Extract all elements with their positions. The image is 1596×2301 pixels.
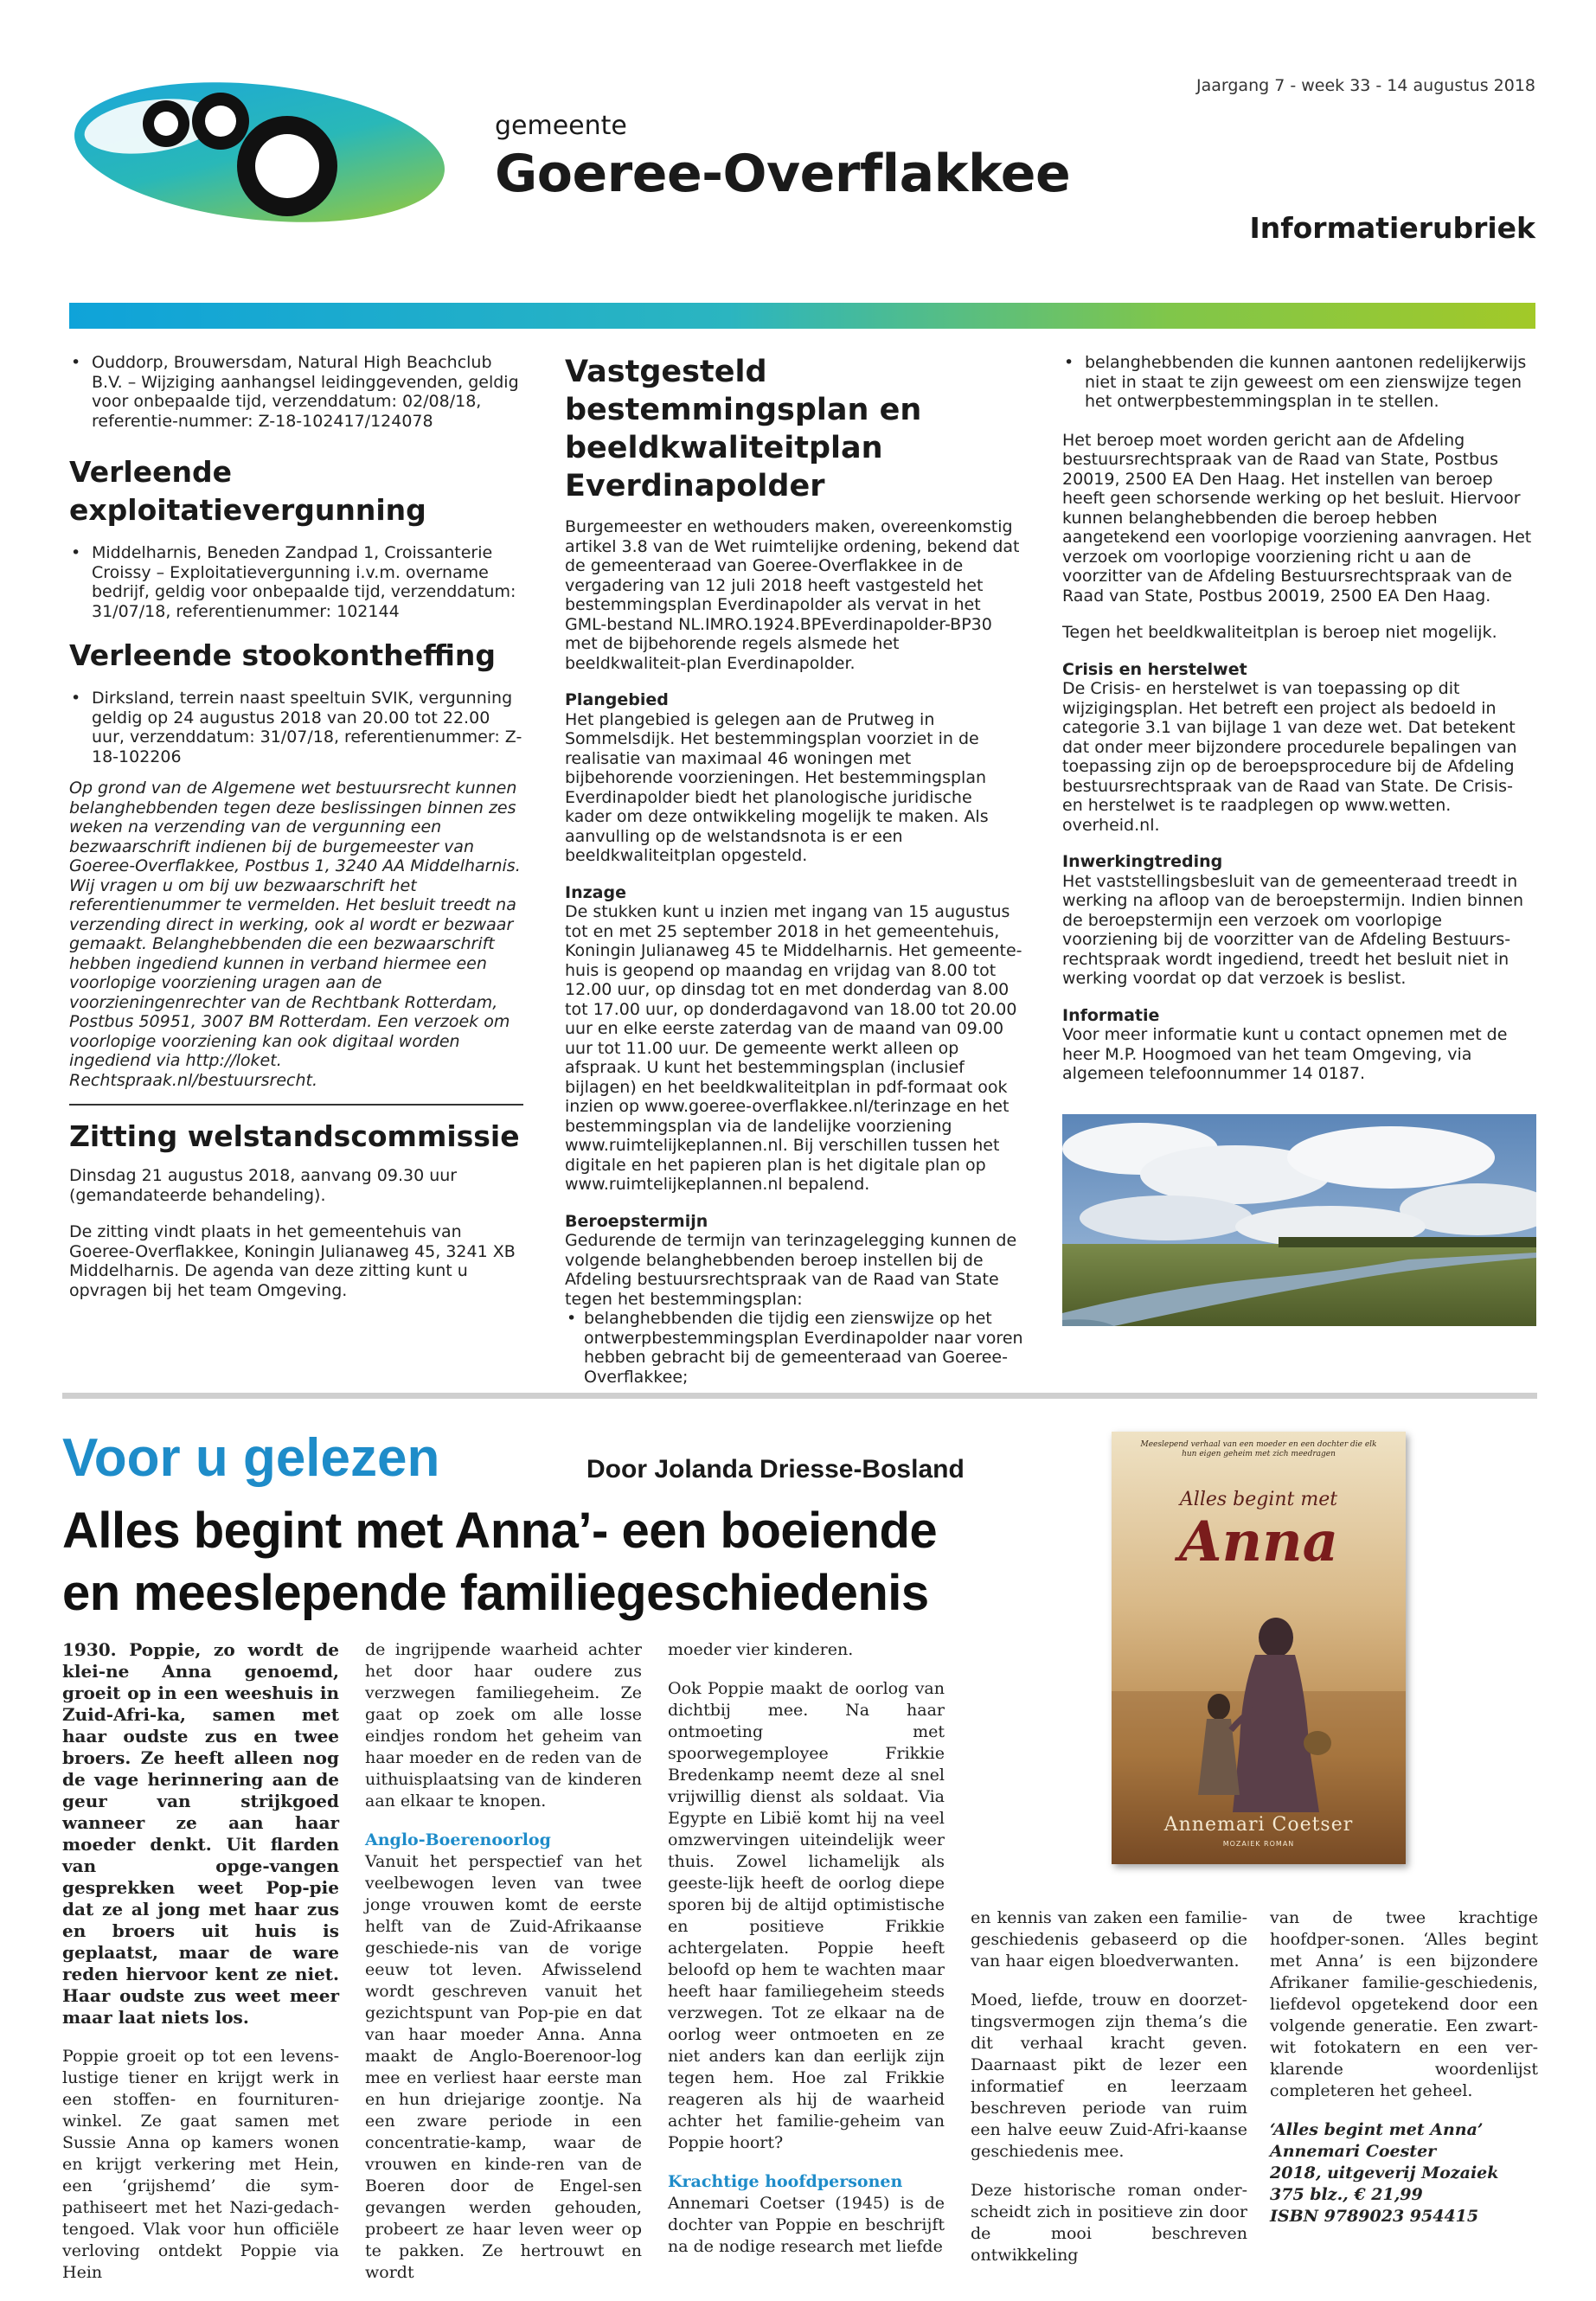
paragraph: Het plangebied is gelegen aan de Prutweg in Sommelsdijk. Het bestemmingsplan voorziet in de realisatie van maximaal 46 woningen met bijbehorende voorzieningen. Het bestemmingsplan Everdinapolder biedt het planologische juridische kader om deze ontwikkeling mogelijk te maken. Als aanvulling op de welstandsnota is er een beeldkwaliteitplan opgesteld. <box>565 709 989 865</box>
paragraph: Moed, liefde, trouw en doorzet-tingsvermogen zijn thema’s die dit verhaal kracht geven. Daarnaast pikt de lezer een informatief en leerzaam beschreven periode van ruim een halve eeuw Zuid-Afri-kaanse geschiedenis mee. <box>971 1990 1247 2161</box>
paragraph: Vanuit het perspectief van het veelbewogen leven van twee jonge vrouwen komt de eerste helft van de Zuid-Afrikaanse geschiede-nis van de vorige eeuw tot leven. Afwisselend wordt geschreven vanuit het gezichtspunt van Pop-pie en dat van haar moeder Anna. Anna maakt de Anglo-Boerenoor-log mee en verliest haar eerste man en hun driejarige zoontje. Na een zware periode in een concentratie-kamp, waar de vrouwen en kinde-ren van de Boeren door de Engel-sen gevangen werden gehouden, probeert ze haar leven weer op te pakken. Ze hertrouwt en wordt <box>365 1852 642 2282</box>
gradient-header-bar <box>69 303 1535 329</box>
paragraph: Het vaststellingsbesluit van de gemeenteraad treedt in werking na afloop van de beroepstermijn. Indien binnen de beroepstermijn een verzoek om voorlopige voorziening bij de voorzitter van de Afdeling Bestuurs-rechtspraak wordt ingediend, treedt het besluit niet in werking voordat op dat verzoek is beslist. <box>1062 871 1524 988</box>
section-title: Informatierubriek <box>1249 211 1535 245</box>
column-2 <box>565 353 1023 1399</box>
subheading: Plangebied <box>565 690 669 709</box>
credit-price: 375 blz., € 21,99 <box>1270 2185 1423 2204</box>
review-subheading: Anglo-Boerenoorlog <box>365 1830 551 1849</box>
paragraph: Het beroep moet worden gericht aan de Afdeling bestuursrechtspraak van de Raad van State, Postbus 20019, 2500 EA Den Haag. Het instellen van beroep heeft geen schorsende werking op het besluit. Hiervoor kunnen belanghebbenden die beroep hebben aangetekend een voorlopige voorziening aanvragen. Het verzoek om voorlopige voorziening richt u aan de voorzitter van de Afdeling Bestuursrechtspraak van de Raad van State, Postbus 20019, 2500 EA Den Haag. <box>1062 430 1532 606</box>
paragraph: van de twee krachtige hoofdper-sonen. ‘Alles begint met Anna’ is een bijzondere Afrikaner familie-geschiedenis, liefdevol opgetekend door een volgende generatie. Een zwart-wit fotokatern en een ver-klarende woordenlijst completeren het geheel. <box>1270 1908 1538 2100</box>
book-title-line1: Alles begint met <box>1179 1489 1338 1510</box>
subheading: Inzage <box>565 882 626 902</box>
paragraph: moeder vier kinderen. <box>668 1640 854 1659</box>
paragraph: De Crisis- en herstelwet is van toepassing op dit wijzigingsplan. Het betreft een project als bedoeld in categorie 3.1 van bijlage 1 van deze wet. Dat betekent dat onder meer bijzondere procedurele bepalingen van toepassing zijn op de beroepsprocedure bij de Afdeling bestuursrechtspraak van de Raad van State. De Crisis- en herstelwet is te raadplegen op www.wetten. overheid.nl. <box>1062 679 1517 835</box>
list-item: • belanghebbenden die tijdig een zienswijze op het ontwerpbestemmingsplan Everdinapolder naar voren hebben gebracht bij de gemeenteraad van Goeree-Overflakkee; <box>565 1309 1023 1387</box>
list-item: • Dirksland, terrein naast speeltuin SVIK, vergunning geldig op 24 augustus 2018 van 20.00 tot 22.00 uur, verzenddatum: 31/07/18, referentienummer: Z-18-102206 <box>69 689 523 766</box>
credit-publisher: 2018, uitgeverij Mozaiek <box>1270 2163 1499 2182</box>
review-column-2 <box>365 1639 642 2284</box>
paragraph: Voor meer informatie kunt u contact opnemen met de heer M.P. Hoogmoed van het team Omgeving, via algemeen telefoonnummer 14 0187. <box>1062 1025 1508 1083</box>
column-1 <box>69 353 523 1300</box>
list-item: • Middelharnis, Beneden Zandpad 1, Croissanterie Croissy – Exploitatievergunning i.v.m. overname bedrijf, geldig voor onbepaalde tijd, verzenddatum: 31/07/18, referentienummer: 102144 <box>69 543 523 621</box>
landscape-photo <box>1062 1114 1536 1326</box>
paragraph: en kennis van zaken een familie-geschiedenis gebaseerd op die van haar eigen bloedverwanten. <box>971 1908 1247 1971</box>
subheading: Informatie <box>1062 1005 1160 1025</box>
section-heading: Verleende exploitatievergunning <box>69 455 426 527</box>
book-credits <box>1270 2119 1538 2227</box>
gemeente-logo <box>69 76 450 232</box>
paragraph: Poppie groeit op tot een levens-lustige tiener en krijgt werk in een stoffen- en fourniturenwinkel. Ze gaat samen met Sussie Anna op kamers wonen en krijgt verkering met Hein, een ‘grijshemd’ die sym-pathiseert met het Nazi-gedach-tengoed. Vlak voor hun officiële verloving ontdekt Poppie via Hein <box>62 2047 339 2282</box>
divider <box>69 1104 523 1106</box>
book-title-line2: Anna <box>1178 1509 1339 1574</box>
section-heading: Verleende stookontheffing <box>69 638 497 672</box>
paragraph: Burgemeester en wethouders maken, overeenkomstig artikel 3.8 van de Wet ruimtelijke ordening, bekend dat de gemeenteraad van Goeree-Overflakkee in de vergadering van 12 juli 2018 heeft vastgesteld het bestemmingsplan Everdinapolder als vervat in het GML-bestand NL.IMRO.1924.BPEverdinapolder-BP30 met de bijbehorende regels alsmede het beeldkwaliteit-plan Everdinapolder. <box>565 517 1020 673</box>
paragraph: Tegen het beeldkwaliteitplan is beroep niet mogelijk. <box>1062 623 1497 642</box>
review-lead: 1930. Poppie, zo wordt de klei-ne Anna genoemd, groeit op in een weeshuis in Zuid-Afri-ka, samen met haar oudste zus en twee broers. Ze heeft alleen nog de vage herinnering aan de geur van strijkgoed wanneer ze aan haar moeder denkt. Uit flarden van opge-vangen gesprekken weet Pop-pie dat ze al jong met haar zus en broers uit huis is geplaatst, maar de ware reden hiervoor kent ze niet. Haar oudste zus weet meer maar laat niets los. <box>62 1639 339 2028</box>
paragraph: Annemari Coetser (1945) is de dochter van Poppie en beschrijft na de nodige research met liefde <box>668 2194 945 2256</box>
paragraph: de ingrijpende waarheid achter het door haar oudere zus verzwegen familiegeheim. Ze gaat op zoek om alle losse eindjes rondom het geheim van haar moeder en de reden van de uithuisplaatsing van de kinderen aan elkaar te knopen. <box>365 1640 642 1811</box>
credit-author: Annemari Coester <box>1270 2142 1437 2161</box>
subheading: Crisis en herstelwet <box>1062 659 1247 679</box>
paragraph: Dinsdag 21 augustus 2018, aanvang 09.30 uur (gemandateerde behandeling). <box>69 1166 458 1205</box>
paragraph: Deze historische roman onder-scheidt zich in positieve zin door de mooi beschreven ontwikkeling <box>971 2181 1247 2265</box>
subheading: Inwerkingtreding <box>1062 852 1223 871</box>
article-title: Vastgesteld bestemmingsplan en beeldkwaliteitplan Everdinapolder <box>565 355 922 503</box>
credit-title: ‘Alles begint met Anna’ <box>1270 2120 1484 2139</box>
review-column-3 <box>668 1639 945 2258</box>
section-heading: Zitting welstandscommissie <box>69 1119 520 1153</box>
gemeente-name: Goeree-Overflakkee <box>495 144 1071 204</box>
review-headline: Alles begint met Anna’- een boeiende en meeslepende familiegeschiedenis <box>62 1503 938 1621</box>
subheading: Beroepstermijn <box>565 1211 708 1231</box>
gemeente-label: gemeente <box>495 111 627 141</box>
review-kicker: Voor u gelezen <box>62 1428 440 1488</box>
legal-notice: Op grond van de Algemene wet bestuursrecht kunnen belanghebbenden tegen deze beslissingen binnen zes weken na verzending van de vergunning een bezwaarschrift indienen bij de burgemeester van Goeree-Overflakkee, Postbus 1, 3240 AA Middelharnis. Wij vragen u om bij uw bezwaarschrift het referentienummer te vermelden. Het besluit treedt na verzending direct in werking, ook al wordt er bezwaar gemaakt. Belanghebbenden die een bezwaarschrift hebben ingediend kunnen in verband hiermee een voorlopige voorziening uragen aan de voorzieningenrechter van de Rechtbank Rotterdam, Postbus 50951, 3007 BM Rotterdam. Een verzoek om voorlopige voorziening kan ook digitaal worden ingediend via http://loket. Rechtspraak.nl/bestuursrecht. <box>69 779 521 1090</box>
review-subheading: Krachtige hoofdpersonen <box>668 2172 903 2191</box>
issue-info: Jaargang 7 - week 33 - 14 augustus 2018 <box>1196 76 1535 95</box>
paragraph: De zitting vindt plaats in het gemeentehuis van Goeree-Overflakkee, Koningin Julianaweg 45, 3241 XB Middelharnis. De agenda van deze zitting kunt u opvragen bij het team Omgeving. <box>69 1222 516 1300</box>
review-byline: Door Jolanda Driesse-Bosland <box>586 1455 965 1484</box>
paragraph: De stukken kunt u inzien met ingang van 15 augustus tot en met 25 september 2018 in het gemeentehuis, Koningin Julianaweg 45 te Middelharnis. Het gemeente-huis is geopend op maandag en vrijdag van 8.00 tot 12.00 uur, op dinsdag tot en met donderdag van 8.00 tot 17.00 uur, op donderdagavond van 18.00 tot 20.00 uur en elke eerste zaterdag van de maand van 09.00 uur tot 11.00 uur. De gemeente werkt alleen op afspraak. U kunt het bestemmingsplan (inclusief bijlagen) en het beeldkwaliteitplan in pdf-formaat ook inzien op www.goeree-overflakkee.nl/terinzage en het bestemmingsplan via de landelijke voorziening www.ruimtelijkeplannen.nl. Bij verschillen tussen het digitale en het papieren plan is het digitale plan op www.ruimtelijkeplannen.nl bepalend. <box>565 902 1022 1194</box>
paragraph: Ook Poppie maakt de oorlog van dichtbij mee. Na haar ontmoeting met spoorwegemployee Frikkie Bredenkamp neemt deze al snel vrijwillig dienst als soldaat. Via Egypte en Libië komt hij na veel omzwervingen uiteindelijk weer thuis. Zowel lichamelijk als geeste-lijk heeft de oorlog diepe sporen bij de altijd optimistische en positieve Frikkie achtergelaten. Poppie heeft beloofd op hem te wachten maar heeft haar familiegeheim steeds verzwegen. Tot ze elkaar na de oorlog weer ontmoeten en ze niet anders kan dan eerlijk zijn tegen hem. Hoe zal Frikkie reageren als hij de waarheid achter het familie-geheim van Poppie hoort? <box>668 1679 945 2152</box>
review-column-5 <box>1270 1907 1538 2227</box>
review-column-4 <box>971 1907 1247 2266</box>
column-3 <box>1062 353 1536 1084</box>
section-divider <box>62 1393 1537 1399</box>
list-item: • belanghebbenden die kunnen aantonen redelijkerwijs niet in staat te zijn geweest om een zienswijze tegen het ontwerpbestemmingsplan in te stellen. <box>1062 353 1536 412</box>
book-author: Annemari Coetser <box>1163 1814 1354 1836</box>
list-item: • Ouddorp, Brouwersdam, Natural High Beachclub B.V. – Wijziging aanhangsel leidinggevenden, geldig voor onbepaalde tijd, verzenddatum: 02/08/18, referentie-nummer: Z-18-102417/124078 <box>69 353 523 431</box>
credit-isbn: ISBN 9789023 954415 <box>1270 2207 1479 2226</box>
book-cover <box>1112 1432 1406 1864</box>
review-column-1 <box>62 1639 339 2284</box>
book-publisher: MOZAIEK ROMAN <box>1222 1840 1295 1848</box>
paragraph: Gedurende de termijn van terinzagelegging kunnen de volgende belanghebbenden beroep instellen bij de Afdeling bestuursrechtspraak van de Raad van State tegen het bestemmingsplan: <box>565 1231 1017 1309</box>
book-blurb: Meeslepend verhaal van een moeder en een dochter die elk hun eigen geheim met zich meedragen <box>1140 1440 1377 1458</box>
